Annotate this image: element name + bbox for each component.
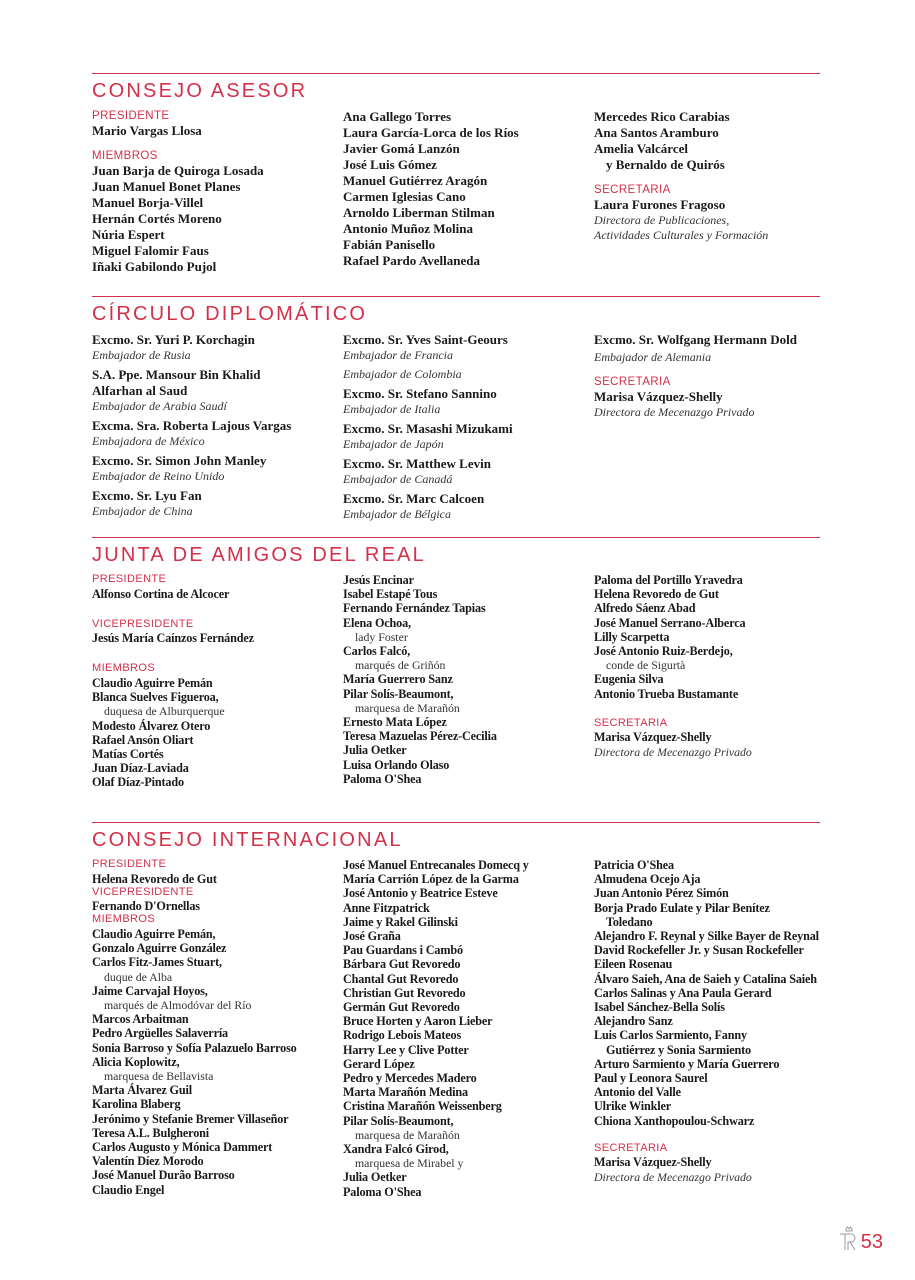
section-junta-amigos <box>92 537 820 813</box>
member-role: Embajador de Canadá <box>343 472 453 486</box>
member-name: Almudena Ocejo Aja <box>594 872 701 887</box>
member-name-continuation: Gutiérrez y Sonia Sarmiento <box>606 1042 752 1057</box>
member-name: Pilar Solís-Beaumont, <box>343 686 454 701</box>
member-role: Embajador de Arabia Saudí <box>92 399 227 413</box>
member-name: Alejandro Sanz <box>594 1014 673 1029</box>
member-name: Cristina Marañón Weissenberg <box>343 1099 502 1114</box>
member-role: Directora de Publicaciones, <box>594 213 730 227</box>
member-name: Rodrigo Lebois Mateos <box>343 1028 462 1043</box>
member-name: Rafael Pardo Avellaneda <box>343 253 480 268</box>
member-role: Actividades Culturales y Formación <box>594 228 769 242</box>
member-name: Marisa Vázquez-Shelly <box>594 1155 712 1170</box>
section-divider <box>92 73 820 74</box>
member-name: José Antonio y Beatrice Esteve <box>343 886 498 901</box>
column-2 <box>343 573 593 786</box>
member-name: Gerard López <box>343 1056 415 1071</box>
member-name: Chiona Xanthopoulou-Schwarz <box>594 1113 755 1128</box>
member-name: Jaime y Rakel Gilinski <box>343 914 458 929</box>
member-name: Juan Barja de Quiroga Losada <box>92 163 264 178</box>
column-2 <box>343 109 593 269</box>
member-name: Eileen Rosenau <box>594 957 673 972</box>
member-name: Claudio Aguirre Pemán <box>92 675 213 690</box>
member-name: S.A. Ppe. Mansour Bin Khalid <box>92 367 261 382</box>
member-name: Germán Gut Revoredo <box>343 1000 460 1015</box>
member-name-continuation: Toledano <box>606 914 653 929</box>
member-title: marqués de Griñón <box>355 658 446 673</box>
member-name: Paul y Leonora Saurel <box>594 1071 708 1086</box>
member-name: José Manuel Entrecanales Domecq y <box>343 858 529 872</box>
member-name: María Carrión López de la Garma <box>343 872 519 887</box>
member-name: Olaf Díaz-Pintado <box>92 775 184 790</box>
section-title: JUNTA DE AMIGOS DEL REAL <box>92 544 426 566</box>
member-name: Modesto Álvarez Otero <box>92 718 211 733</box>
role-label: SECRETARIA <box>594 716 668 729</box>
member-role: Embajador de Rusia <box>92 348 191 362</box>
member-name: Arnoldo Liberman Stilman <box>343 205 495 220</box>
member-name: Teresa Mazuelas Pérez-Cecilia <box>343 729 497 744</box>
member-name: Excmo. Sr. Simon John Manley <box>92 453 267 468</box>
member-role: Directora de Mecenazgo Privado <box>594 1169 752 1184</box>
member-name: Chantal Gut Revoredo <box>343 971 459 986</box>
member-list <box>92 676 342 790</box>
member-name: Carlos Salinas y Ana Paula Gerard <box>594 985 772 1000</box>
member-name: Alicia Koplowitz, <box>92 1054 180 1069</box>
role-label: VICEPRESIDENTE <box>92 617 194 630</box>
member-name: Alejandro F. Reynal y Silke Bayer de Reynal <box>594 929 819 944</box>
column-3 <box>594 858 826 1184</box>
member-name: Carmen Iglesias Cano <box>343 189 466 204</box>
member-name: Excmo. Sr. Yuri P. Korchagin <box>92 332 255 347</box>
member-name: Excmo. Sr. Yves Saint-Geours <box>343 332 508 347</box>
ambassador-entry <box>92 418 342 449</box>
member-name: Antonio del Valle <box>594 1085 681 1100</box>
teatro-real-crown-logo-icon <box>838 1226 858 1252</box>
member-name: Gonzalo Aguirre González <box>92 941 227 956</box>
column-2 <box>343 858 593 1199</box>
member-name: Amelia Valcárcel <box>594 141 688 156</box>
member-role: Directora de Mecenazgo Privado <box>594 744 752 759</box>
member-name: Karolina Blaberg <box>92 1097 181 1112</box>
role-label: SECRETARIA <box>594 184 671 196</box>
member-name: Alfredo Sáenz Abad <box>594 601 696 616</box>
member-name: Bruce Horten y Aaron Lieber <box>343 1014 493 1029</box>
member-list <box>92 927 342 1197</box>
member-name: Pedro Argüelles Salaverría <box>92 1026 229 1041</box>
section-consejo-internacional <box>92 822 820 1218</box>
column-3 <box>594 332 822 420</box>
ambassador-list <box>343 386 593 522</box>
role-label: VICEPRESIDENTE <box>92 885 194 898</box>
column-1 <box>92 109 342 275</box>
member-name: Núria Espert <box>92 227 165 242</box>
member-name: Carlos Falcó, <box>343 644 411 659</box>
member-name: Jerónimo y Stefanie Bremer Villaseñor <box>92 1111 289 1126</box>
section-columns <box>92 858 820 1218</box>
member-name: Eugenia Silva <box>594 672 664 687</box>
member-title: conde de Sigurtà <box>606 658 686 673</box>
member-role: Embajador de Alemania <box>594 350 712 364</box>
member-name: Juan Díaz-Laviada <box>92 761 189 776</box>
ambassador-entry <box>92 332 342 363</box>
member-name: Paloma O'Shea <box>343 1184 422 1199</box>
member-name: Isabel Estapé Tous <box>343 587 438 602</box>
member-name: José Manuel Serrano-Alberca <box>594 615 746 630</box>
member-name: María Guerrero Sanz <box>343 672 453 687</box>
member-name: Valentín Díez Morodo <box>92 1154 204 1169</box>
member-name: Antonio Muñoz Molina <box>343 221 474 236</box>
member-name: Jaime Carvajal Hoyos, <box>92 983 208 998</box>
member-name: Antonio Trueba Bustamante <box>594 686 739 701</box>
column-1 <box>92 332 342 523</box>
ambassador-entry <box>343 386 593 417</box>
member-role: Embajador de Japón <box>343 437 444 451</box>
member-name: Borja Prado Eulate y Pilar Benítez <box>594 900 770 915</box>
member-name: Sonia Barroso y Sofía Palazuelo Barroso <box>92 1040 297 1055</box>
section-title: CONSEJO INTERNACIONAL <box>92 829 403 851</box>
role-label: SECRETARIA <box>594 376 671 388</box>
member-name: Marta Marañón Medina <box>343 1085 468 1100</box>
member-name: José Luis Gómez <box>343 157 437 172</box>
role-label: MIEMBROS <box>92 662 156 675</box>
ambassador-entry <box>92 367 342 414</box>
member-name: Anne Fitzpatrick <box>343 900 430 915</box>
member-name: Marta Álvarez Guil <box>92 1083 192 1098</box>
column-2 <box>343 332 593 526</box>
member-role: Embajador de Bélgica <box>343 507 451 521</box>
ambassador-entry <box>343 421 593 452</box>
member-name: Mercedes Rico Carabias <box>594 109 730 124</box>
member-name: Claudio Aguirre Pemán, <box>92 926 216 941</box>
section-title: CÍRCULO DIPLOMÁTICO <box>92 303 368 325</box>
member-name: Teresa A.L. Bulgheroni <box>92 1125 210 1140</box>
section-divider <box>92 822 820 823</box>
member-title: marquesa de Mirabel y <box>355 1156 464 1171</box>
member-name: Iñaki Gabilondo Pujol <box>92 259 217 274</box>
ambassador-entry <box>343 456 593 487</box>
member-name: Pedro y Mercedes Madero <box>343 1071 477 1086</box>
member-role: Embajador de Colombia <box>343 367 462 381</box>
member-name: Julia Oetker <box>343 743 407 758</box>
section-columns <box>92 332 820 532</box>
member-title: lady Foster <box>355 629 408 644</box>
member-name: Laura Furones Fragoso <box>594 197 726 212</box>
ambassador-entry <box>92 453 342 484</box>
member-name: Juan Manuel Bonet Planes <box>92 179 241 194</box>
member-name: Helena Revoredo de Gut <box>92 871 217 886</box>
section-columns <box>92 109 820 289</box>
member-name: Paloma del Portillo Yravedra <box>594 573 743 587</box>
role-label: MIEMBROS <box>92 913 156 926</box>
member-name: Jesús Encinar <box>343 573 414 587</box>
member-name-continuation: y Bernaldo de Quirós <box>606 157 725 172</box>
column-1 <box>92 858 342 1197</box>
member-title: duquesa de Alburquerque <box>104 704 225 719</box>
member-name: Excmo. Sr. Stefano Sannino <box>343 386 497 401</box>
member-name: Juan Antonio Pérez Simón <box>594 886 729 901</box>
role-label: MIEMBROS <box>92 150 158 162</box>
member-title: marqués de Almodóvar del Río <box>104 997 252 1012</box>
member-name: Claudio Engel <box>92 1182 165 1197</box>
member-name: Lilly Scarpetta <box>594 629 670 644</box>
member-name: Fernando Fernández Tapias <box>343 601 486 616</box>
member-name: Patricia O'Shea <box>594 858 675 872</box>
member-name: Excmo. Sr. Masashi Mizukami <box>343 421 513 436</box>
member-name: Pau Guardans i Cambó <box>343 943 463 958</box>
member-name: Ana Santos Aramburo <box>594 125 719 140</box>
role-label: PRESIDENTE <box>92 858 167 870</box>
role-label: PRESIDENTE <box>92 573 167 585</box>
member-list <box>92 163 342 275</box>
member-name: Arturo Sarmiento y María Guerrero <box>594 1056 780 1071</box>
section-divider <box>92 296 820 297</box>
page-footer <box>838 1226 883 1252</box>
member-role: Embajadora de México <box>92 434 205 448</box>
member-name: Harry Lee y Clive Potter <box>343 1042 469 1057</box>
member-role: Embajador de China <box>92 504 193 518</box>
member-role: Embajador de Francia <box>343 348 453 362</box>
member-list <box>594 573 822 701</box>
member-name: Elena Ochoa, <box>343 615 411 630</box>
column-1 <box>92 573 342 790</box>
member-name: Javier Gomá Lanzón <box>343 141 460 156</box>
member-role: Embajador de Italia <box>343 402 441 416</box>
member-title: marquesa de Bellavista <box>104 1068 214 1083</box>
member-name: Carlos Fitz-James Stuart, <box>92 955 222 970</box>
member-name: Alfonso Cortina de Alcocer <box>92 586 230 601</box>
member-name: Jesús María Caínzos Fernández <box>92 631 254 646</box>
member-list <box>594 109 822 157</box>
member-name: Bárbara Gut Revoredo <box>343 957 461 972</box>
member-name: Fabián Panisello <box>343 237 436 252</box>
member-name: Carlos Augusto y Mónica Dammert <box>92 1139 273 1154</box>
member-name: Rafael Ansón Oliart <box>92 732 194 747</box>
member-name: José Graña <box>343 929 401 944</box>
member-title: marquesa de Marañón <box>355 700 460 715</box>
member-name: Luisa Orlando Olaso <box>343 757 450 772</box>
member-list <box>343 109 593 269</box>
ambassador-entry <box>343 491 593 522</box>
member-name: Manuel Gutiérrez Aragón <box>343 173 488 188</box>
member-name: Matías Cortés <box>92 746 164 761</box>
member-name: Ana Gallego Torres <box>343 109 452 124</box>
member-role: Embajador de Reino Unido <box>92 469 225 483</box>
section-divider <box>92 537 820 538</box>
member-name: Julia Oetker <box>343 1170 407 1185</box>
column-3 <box>594 573 822 759</box>
member-name: Laura García-Lorca de los Ríos <box>343 125 519 140</box>
member-name: Xandra Falcó Girod, <box>343 1142 449 1157</box>
member-name: Isabel Sánchez-Bella Solís <box>594 1000 725 1015</box>
member-name: Helena Revoredo de Gut <box>594 587 719 602</box>
member-name: Marisa Vázquez-Shelly <box>594 389 723 404</box>
member-name: Alfarhan al Saud <box>92 383 188 398</box>
member-name: José Manuel Durão Barroso <box>92 1168 235 1183</box>
ambassador-entry <box>343 332 593 382</box>
member-name: Hernán Cortés Moreno <box>92 211 222 226</box>
member-name: Álvaro Saieh, Ana de Saieh y Catalina Saieh <box>594 971 817 986</box>
member-name: Paloma O'Shea <box>343 771 422 786</box>
member-name: David Rockefeller Jr. y Susan Rockefeller <box>594 943 804 958</box>
member-name: Excmo. Sr. Matthew Levin <box>343 456 491 471</box>
member-name: Marisa Vázquez-Shelly <box>594 730 712 745</box>
ambassador-entry <box>594 332 822 365</box>
member-name: Mario Vargas Llosa <box>92 123 202 138</box>
section-columns <box>92 573 820 813</box>
member-name: Fernando D'Ornellas <box>92 899 200 914</box>
member-list <box>594 858 826 1128</box>
member-name: Excmo. Sr. Lyu Fan <box>92 488 202 503</box>
member-name: José Antonio Ruiz-Berdejo, <box>594 644 733 659</box>
member-name: Pilar Solís-Beaumont, <box>343 1113 454 1128</box>
ambassador-entry <box>92 488 342 519</box>
section-consejo-asesor <box>92 73 820 289</box>
member-name: Manuel Borja-Villel <box>92 195 204 210</box>
member-name: Christian Gut Revoredo <box>343 985 466 1000</box>
column-3 <box>594 109 822 243</box>
member-name: Blanca Suelves Figueroa, <box>92 690 219 705</box>
member-title: marquesa de Marañón <box>355 1127 460 1142</box>
member-title: duque de Alba <box>104 969 173 984</box>
member-name: Excmo. Sr. Marc Calcoen <box>343 491 485 506</box>
section-circulo-diplomatico <box>92 296 820 532</box>
member-name: Marcos Arbaitman <box>92 1012 189 1027</box>
page-number: 53 <box>860 1231 883 1253</box>
member-name: Ulrike Winkler <box>594 1099 672 1114</box>
member-name: Excma. Sra. Roberta Lajous Vargas <box>92 418 292 433</box>
member-name: Ernesto Mata López <box>343 715 447 730</box>
member-name: Excmo. Sr. Wolfgang Hermann Dold <box>594 332 797 347</box>
role-label: PRESIDENTE <box>92 110 170 122</box>
member-role: Directora de Mecenazgo Privado <box>594 405 755 419</box>
role-label: SECRETARIA <box>594 1141 668 1154</box>
member-name: Miguel Falomir Faus <box>92 243 209 258</box>
section-title: CONSEJO ASESOR <box>92 80 308 102</box>
member-name: Luis Carlos Sarmiento, Fanny <box>594 1028 747 1043</box>
